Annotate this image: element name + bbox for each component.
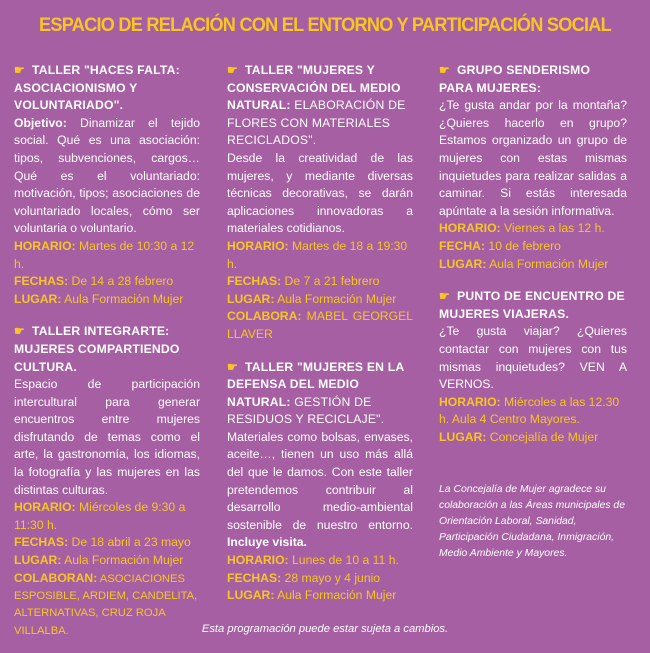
- taller-residuos-desc: Materiales como bolsas, envases, aceite…, tienen un uso más allá del que le damos. Con este taller pretendemos contribuir al desarrollo medio-ambiental sostenible de nuestro entorno. Incluye visita.: [227, 429, 413, 550]
- grupo-senderismo-heading: ☛ GRUPO SENDERISMO PARA MUJERES:: [439, 63, 591, 95]
- grupo-senderismo-lugar: LUGAR: Aula Formación Mujer: [439, 256, 609, 271]
- column-1: [14, 62, 200, 640]
- footer-disclaimer: Esta programación puede estar sujeta a cambios.: [201, 623, 449, 635]
- taller-flores-colabora: COLABORA: MABEL GEORGEL LLAVER: [227, 309, 413, 341]
- taller-voluntariado: [14, 62, 200, 308]
- taller-residuos-lugar: LUGAR: Aula Formación Mujer: [227, 588, 397, 603]
- column-3: [439, 62, 627, 446]
- acknowledgement-note: La Concejalía de Mujer agradece su colaboración a las Áreas municipales de Orientación Laboral, Sanidad, Participación Ciudadana, Inmigración, Medio Ambiente y Mayores.: [439, 484, 625, 559]
- punto-encuentro-desc: ¿Te gusta viajar? ¿Quieres contactar con mujeres con tus mismas inquietudes? VEN A VERNOS.: [439, 324, 627, 392]
- taller-voluntariado-lugar: LUGAR: Aula Formación Mujer: [14, 291, 184, 306]
- taller-integrarte-lugar: LUGAR: Aula Formación Mujer: [14, 553, 184, 568]
- taller-integrarte: [14, 323, 200, 640]
- taller-residuos-heading: ☛ TALLER "MUJERES EN LA DEFENSA DEL MEDIO NATURAL: GESTIÓN DE RESIDUOS Y RECICLAJE".: [227, 359, 404, 427]
- pointing-hand-icon: ☛: [14, 324, 26, 339]
- taller-integrarte-colaboran: COLABORAN: ASOCIACIONES ESPOSIBLE, ARDIEM, CANDELITA, ALTERNATIVAS, CRUZ ROJA VILLALBA.: [14, 570, 198, 637]
- taller-flores: [227, 62, 413, 344]
- taller-voluntariado-fechas: FECHAS: De 14 a 28 febrero: [14, 274, 174, 289]
- taller-residuos: [227, 359, 413, 605]
- taller-integrarte-fechas: FECHAS: De 18 abril a 23 mayo: [14, 535, 191, 550]
- page-title: ESPACIO DE RELACIÓN CON EL ENTORNO Y PARTICIPACIÓN SOCIAL: [39, 14, 611, 36]
- taller-voluntariado-horario: HORARIO: Martes de 10:30 a 12 h.: [14, 238, 195, 271]
- column-2: [227, 62, 413, 605]
- pointing-hand-icon: ☛: [439, 289, 451, 304]
- pointing-hand-icon: ☛: [227, 63, 239, 77]
- grupo-senderismo-horario: HORARIO: Viernes a las 12 h.: [439, 221, 605, 236]
- pointing-hand-icon: ☛: [439, 63, 451, 77]
- punto-encuentro-heading: ☛ PUNTO DE ENCUENTRO DE MUJERES VIAJERAS.: [439, 289, 625, 321]
- punto-encuentro-horario: HORARIO: Miércoles a las 12.30 h. Aula 4 Centro Mayores.: [439, 394, 620, 427]
- taller-flores-fechas: FECHAS: De 7 a 21 febrero: [227, 274, 380, 289]
- taller-voluntariado-heading: ☛ TALLER "HACES FALTA: ASOCIACIONISMO Y VOLUNTARIADO".: [14, 63, 180, 113]
- taller-integrarte-horario: HORARIO: Miércoles de 9:30 a 11:30 h.: [14, 500, 186, 532]
- pointing-hand-icon: ☛: [14, 63, 26, 77]
- taller-flores-heading: ☛ TALLER "MUJERES Y CONSERVACIÓN DEL MEDIO NATURAL: ELABORACIÓN DE FLORES CON MATERIALES RECICLADOS".: [227, 63, 406, 148]
- taller-flores-desc: Desde la creatividad de las mujeres, y mediante diversas técnicas decorativas, se darán aplicaciones innovadoras a materiales cotidianos.: [227, 150, 413, 236]
- taller-residuos-horario: HORARIO: Lunes de 10 a 11 h.: [227, 553, 399, 568]
- taller-flores-lugar: LUGAR: Aula Formación Mujer: [227, 291, 397, 306]
- taller-flores-horario: HORARIO: Martes de 18 a 19:30 h.: [227, 238, 408, 271]
- taller-integrarte-heading: ☛ TALLER INTEGRARTE: MUJERES COMPARTIENDO CULTURA.: [14, 324, 180, 374]
- grupo-senderismo: [439, 62, 627, 273]
- grupo-senderismo-fecha: FECHA: 10 de febrero: [439, 238, 561, 253]
- punto-encuentro-lugar: LUGAR: Concejalía de Mujer: [439, 429, 599, 444]
- grupo-senderismo-desc: ¿Te gusta andar por la montaña? ¿Quieres hacerlo en grupo? Estamos organizado un grupo de mujeres con estas mismas inquietudes para realizar salidas a caminar. Si estás interesada apúntate a la sesión informativa.: [439, 98, 627, 218]
- punto-encuentro: [439, 288, 627, 446]
- pointing-hand-icon: ☛: [227, 359, 239, 374]
- taller-voluntariado-objetivo: Objetivo: Dinamizar el tejido social. Qué es una asociación: tipos, subvenciones, cargos… Qué es el voluntariado: motivación, tipos; asociaciones de voluntariado locales, cómo ser voluntaria o voluntario.: [14, 115, 200, 236]
- taller-residuos-fechas: FECHAS: 28 mayo y 4 junio: [227, 570, 381, 585]
- taller-integrarte-desc: Espacio de participación intercultural para generar encuentros entre mujeres disfrutando de temas como el arte, la gastronomía, los idiomas, la fotografía y las mujeres en las distintas culturas.: [14, 377, 200, 497]
